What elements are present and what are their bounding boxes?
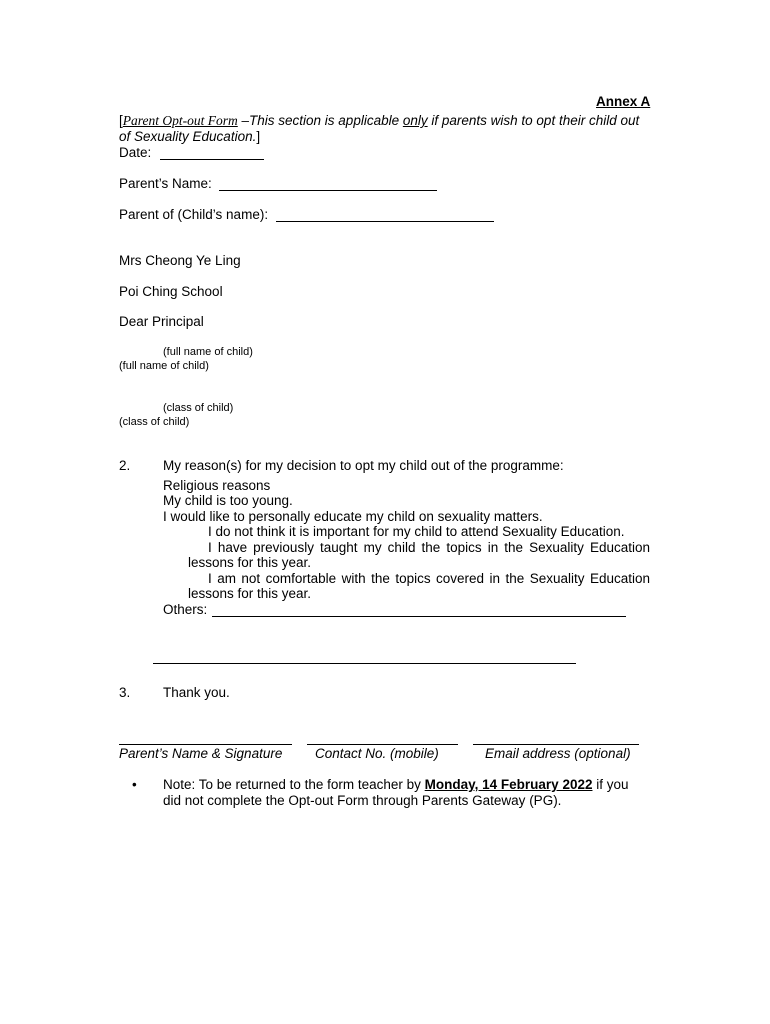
form-title: Parent Opt-out Form: [122, 113, 238, 128]
reason-not-comfortable[interactable]: I am not comfortable with the topics covered in the Sexuality Education: [208, 571, 650, 586]
reason-religious[interactable]: Religious reasons: [163, 478, 271, 493]
note-bullet: •: [132, 777, 137, 792]
full-name-hint: (full name of child): [163, 346, 253, 358]
salutation: Dear Principal: [119, 314, 204, 329]
email-caption: Email address (optional): [485, 746, 631, 761]
email-line[interactable]: [473, 744, 639, 745]
reason-too-young[interactable]: My child is too young.: [163, 493, 293, 508]
reason-not-important[interactable]: I do not think it is important for my child to attend Sexuality Education.: [208, 524, 625, 539]
note-after: if you: [592, 777, 629, 792]
intro-line-1: [119, 113, 639, 129]
addressee-name: Mrs Cheong Ye Ling: [119, 253, 241, 268]
date-field-line[interactable]: [160, 159, 264, 160]
signature-line[interactable]: [119, 744, 292, 745]
reason-personally-educate[interactable]: I would like to personally educate my child on sexuality matters.: [163, 509, 543, 524]
signature-caption: Parent’s Name & Signature: [119, 746, 283, 761]
addressee-school: Poi Ching School: [119, 284, 223, 299]
intro-only: only: [402, 113, 428, 128]
contact-line[interactable]: [307, 744, 458, 745]
intro-line-2: [119, 129, 260, 145]
reason-others-label: Others:: [163, 602, 208, 617]
note-line-1: [163, 777, 629, 793]
thanks-number: 3.: [119, 685, 131, 700]
intro-open-bracket: [: [119, 113, 123, 128]
reason-previously-taught[interactable]: I have previously taught my child the topics in the Sexuality Education: [208, 540, 650, 555]
intro-rest: if parents wish to opt their child out: [427, 113, 640, 128]
full-name-hint: (full name of child): [119, 360, 209, 372]
reason-not-comfortable-cont: lessons for this year.: [188, 586, 312, 601]
others-field-line[interactable]: [212, 616, 626, 617]
contact-caption: Contact No. (mobile): [315, 746, 439, 761]
intro-close-bracket: ]: [256, 129, 261, 144]
note-deadline: Monday, 14 February 2022: [424, 777, 593, 792]
reasons-heading: My reason(s) for my decision to opt my child out of the programme:: [163, 458, 564, 473]
date-label: Date:: [119, 145, 152, 160]
parent-name-field-line[interactable]: [219, 190, 437, 191]
class-hint: (class of child): [163, 402, 234, 414]
thanks-text: Thank you.: [163, 685, 230, 700]
reasons-number: 2.: [119, 458, 131, 473]
note-before: Note: To be returned to the form teacher by: [163, 777, 425, 792]
note-line-2: did not complete the Opt-out Form through Parents Gateway (PG).: [163, 793, 562, 808]
child-name-label: Parent of (Child’s name):: [119, 207, 269, 222]
intro-dash-text: –This section is applicable: [237, 113, 403, 128]
annex-label: Annex A: [596, 94, 651, 109]
others-continuation-line[interactable]: [153, 663, 576, 664]
class-hint: (class of child): [119, 416, 190, 428]
intro-line-2-text: of Sexuality Education.: [119, 129, 257, 144]
child-name-field-line[interactable]: [276, 221, 494, 222]
reason-previously-taught-cont: lessons for this year.: [188, 555, 312, 570]
parent-name-label: Parent’s Name:: [119, 176, 212, 191]
